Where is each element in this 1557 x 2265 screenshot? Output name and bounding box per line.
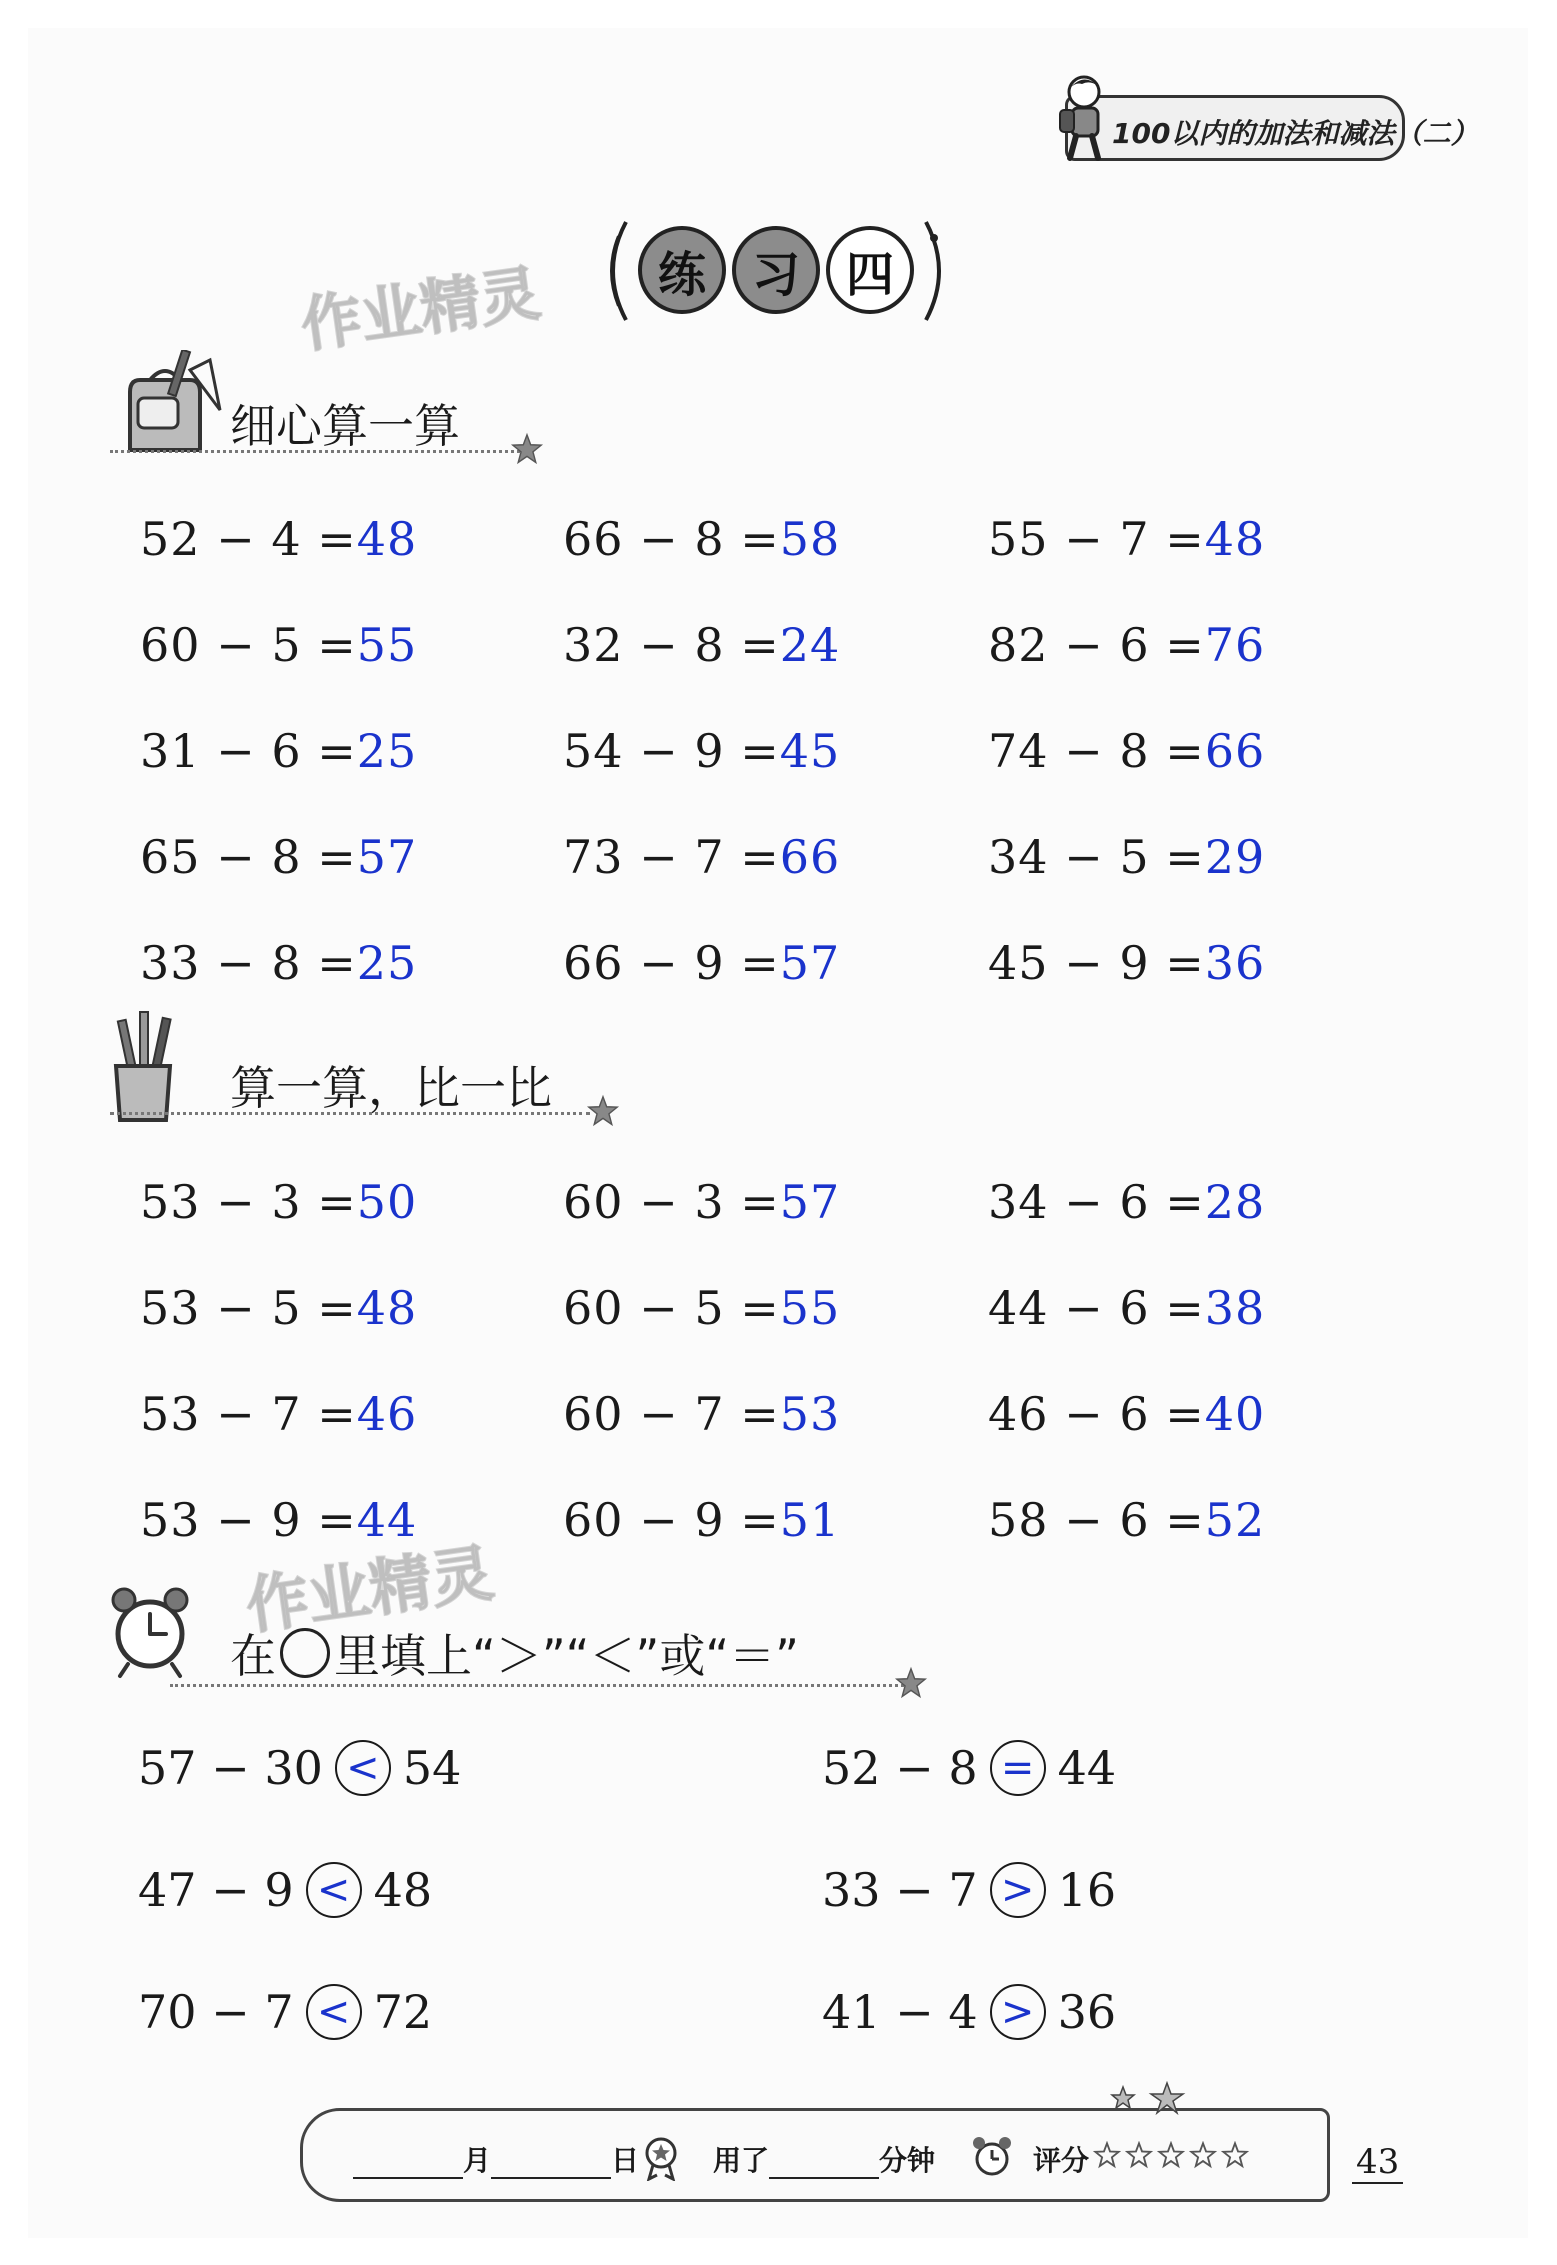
equation-answer[interactable]: 57 bbox=[779, 936, 841, 990]
comparison-item bbox=[138, 1984, 432, 2040]
day-label: 日 bbox=[611, 2144, 640, 2177]
equation-answer[interactable]: 48 bbox=[356, 512, 418, 566]
month-label: 月 bbox=[463, 2144, 492, 2177]
comparison-item bbox=[822, 1862, 1116, 1918]
watermark: 作业精灵 bbox=[241, 1536, 498, 1643]
blank-circle-icon bbox=[280, 1628, 330, 1678]
equation-item bbox=[988, 618, 1265, 672]
pencil-cup-icon bbox=[110, 1010, 190, 1125]
comparison-left: 70 − 7 bbox=[138, 1985, 294, 2039]
comparison-item bbox=[822, 1984, 1116, 2040]
equation-item bbox=[140, 618, 417, 672]
comparison-right: 44 bbox=[1057, 1741, 1117, 1795]
equation-answer[interactable]: 55 bbox=[779, 1281, 841, 1335]
equation-question: 73 − 7 = bbox=[563, 830, 780, 884]
section-label-compare-calc: 算一算，比一比 bbox=[230, 1061, 552, 1115]
date-field bbox=[353, 2139, 639, 2179]
equation-item bbox=[563, 830, 840, 884]
watermark: 作业精灵 bbox=[296, 258, 545, 362]
comparison-left: 33 − 7 bbox=[822, 1863, 978, 1917]
month-blank[interactable] bbox=[353, 2149, 463, 2179]
equation-item bbox=[140, 724, 417, 778]
section-label-calc: 细心算一算 bbox=[230, 399, 460, 453]
star-icon[interactable] bbox=[1157, 2141, 1185, 2169]
equation-question: 53 − 3 = bbox=[140, 1175, 357, 1229]
equation-item bbox=[140, 1281, 417, 1335]
equation-answer[interactable]: 25 bbox=[356, 936, 418, 990]
equation-question: 53 − 5 = bbox=[140, 1281, 357, 1335]
comparison-sign-circle[interactable]: < bbox=[306, 1984, 362, 2040]
comparison-right: 36 bbox=[1057, 1985, 1117, 2039]
page-number: 43 bbox=[1352, 2142, 1403, 2184]
equation-item bbox=[563, 512, 840, 566]
comparison-left: 57 − 30 bbox=[138, 1741, 323, 1795]
equation-question: 55 − 7 = bbox=[988, 512, 1205, 566]
equation-answer[interactable]: 50 bbox=[356, 1175, 418, 1229]
equation-item bbox=[563, 1493, 840, 1547]
section-underline bbox=[110, 1112, 590, 1115]
comparison-right: 16 bbox=[1057, 1863, 1117, 1917]
equation-answer[interactable]: 29 bbox=[1204, 830, 1266, 884]
title-char-3: 四 bbox=[826, 226, 914, 314]
equation-question: 34 − 6 = bbox=[988, 1175, 1205, 1229]
equation-question: 60 − 7 = bbox=[563, 1387, 780, 1441]
alarm-clock-icon bbox=[110, 1580, 196, 1680]
day-blank[interactable] bbox=[491, 2149, 611, 2179]
star-icon[interactable] bbox=[1093, 2141, 1121, 2169]
equation-question: 33 − 8 = bbox=[140, 936, 357, 990]
equation-item bbox=[563, 724, 840, 778]
title-char-2: 习 bbox=[732, 226, 820, 314]
equation-question: 60 − 5 = bbox=[563, 1281, 780, 1335]
title-char-1: 练 bbox=[638, 226, 726, 314]
equation-answer[interactable]: 44 bbox=[356, 1493, 418, 1547]
used-label: 用了 bbox=[713, 2144, 770, 2177]
equation-answer[interactable]: 55 bbox=[356, 618, 418, 672]
equation-item bbox=[140, 830, 417, 884]
equation-question: 74 − 8 = bbox=[988, 724, 1205, 778]
equation-answer[interactable]: 24 bbox=[779, 618, 841, 672]
equation-item bbox=[988, 1175, 1265, 1229]
equation-item bbox=[988, 724, 1265, 778]
bracket-right-icon bbox=[916, 216, 956, 326]
star-icon bbox=[1103, 2081, 1203, 2127]
star-icon[interactable] bbox=[1189, 2141, 1217, 2169]
star-icon bbox=[510, 432, 544, 466]
equation-item bbox=[988, 1387, 1265, 1441]
equation-answer[interactable]: 53 bbox=[779, 1387, 841, 1441]
equation-question: 58 − 6 = bbox=[988, 1493, 1205, 1547]
comparison-left: 52 − 8 bbox=[822, 1741, 978, 1795]
section-label-fill-sign bbox=[230, 1620, 799, 1686]
minutes-blank[interactable] bbox=[769, 2149, 879, 2179]
equation-item bbox=[988, 1493, 1265, 1547]
backpack-icon bbox=[110, 350, 230, 460]
equation-answer[interactable]: 46 bbox=[356, 1387, 418, 1441]
equation-question: 82 − 6 = bbox=[988, 618, 1205, 672]
equation-question: 60 − 9 = bbox=[563, 1493, 780, 1547]
equation-answer[interactable]: 45 bbox=[779, 724, 841, 778]
equation-item bbox=[563, 1175, 840, 1229]
equation-answer[interactable]: 66 bbox=[779, 830, 841, 884]
equation-answer[interactable]: 51 bbox=[779, 1493, 841, 1547]
equation-answer[interactable]: 48 bbox=[356, 1281, 418, 1335]
equation-question: 66 − 8 = bbox=[563, 512, 780, 566]
equation-question: 45 − 9 = bbox=[988, 936, 1205, 990]
equation-item bbox=[140, 1175, 417, 1229]
equation-answer[interactable]: 57 bbox=[779, 1175, 841, 1229]
comparison-item bbox=[138, 1862, 432, 1918]
equation-answer[interactable]: 40 bbox=[1204, 1387, 1266, 1441]
comparison-sign-circle[interactable]: = bbox=[990, 1740, 1046, 1796]
label-post: 里填上“＞”“＜”或“＝” bbox=[334, 1629, 799, 1683]
equation-item bbox=[563, 1281, 840, 1335]
section-header-fill-sign bbox=[110, 1580, 930, 1690]
equation-item bbox=[563, 936, 840, 990]
equation-answer[interactable]: 58 bbox=[779, 512, 841, 566]
equation-question: 52 − 4 = bbox=[140, 512, 357, 566]
equation-answer[interactable]: 25 bbox=[356, 724, 418, 778]
section-underline bbox=[170, 1684, 910, 1687]
equation-question: 44 − 6 = bbox=[988, 1281, 1205, 1335]
equation-question: 60 − 3 = bbox=[563, 1175, 780, 1229]
equation-item bbox=[988, 1281, 1265, 1335]
equation-answer[interactable]: 57 bbox=[356, 830, 418, 884]
equation-question: 46 − 6 = bbox=[988, 1387, 1205, 1441]
equation-item bbox=[140, 1387, 417, 1441]
comparison-left: 47 − 9 bbox=[138, 1863, 294, 1917]
comparison-right: 48 bbox=[373, 1863, 433, 1917]
equation-answer[interactable]: 48 bbox=[1204, 512, 1266, 566]
equation-question: 31 − 6 = bbox=[140, 724, 357, 778]
equation-item bbox=[563, 618, 840, 672]
comparison-sign-circle[interactable]: > bbox=[990, 1984, 1046, 2040]
equation-answer[interactable]: 36 bbox=[1204, 936, 1266, 990]
equation-answer[interactable]: 66 bbox=[1204, 724, 1266, 778]
comparison-item bbox=[138, 1740, 461, 1796]
star-icon[interactable] bbox=[1125, 2141, 1153, 2169]
equation-item bbox=[140, 936, 417, 990]
score-field bbox=[1033, 2139, 1089, 2179]
section-header-calc bbox=[110, 350, 570, 460]
lesson-title bbox=[600, 208, 950, 328]
equation-question: 34 − 5 = bbox=[988, 830, 1205, 884]
equation-item bbox=[563, 1387, 840, 1441]
equation-item bbox=[140, 512, 417, 566]
equation-question: 66 − 9 = bbox=[563, 936, 780, 990]
equation-item bbox=[988, 830, 1265, 884]
equation-item bbox=[988, 936, 1265, 990]
equation-answer[interactable]: 28 bbox=[1204, 1175, 1266, 1229]
equation-question: 53 − 9 = bbox=[140, 1493, 357, 1547]
student-icon bbox=[1054, 72, 1116, 164]
comparison-right: 72 bbox=[373, 1985, 433, 2039]
chapter-title: 100以内的加法和减法（二） bbox=[1112, 117, 1479, 150]
score-label: 评分 bbox=[1033, 2144, 1090, 2177]
label-pre: 在 bbox=[230, 1629, 276, 1683]
equation-item bbox=[140, 1493, 417, 1547]
equation-answer[interactable]: 52 bbox=[1204, 1493, 1266, 1547]
section-underline bbox=[110, 450, 520, 453]
star-icon[interactable] bbox=[1221, 2141, 1249, 2169]
chapter-tab bbox=[1065, 95, 1479, 161]
comparison-item bbox=[822, 1740, 1116, 1796]
bracket-left-icon bbox=[596, 216, 636, 326]
equation-answer[interactable]: 38 bbox=[1204, 1281, 1266, 1335]
comparison-right: 54 bbox=[402, 1741, 462, 1795]
comparison-sign-circle[interactable]: > bbox=[990, 1862, 1046, 1918]
equation-question: 65 − 8 = bbox=[140, 830, 357, 884]
time-field bbox=[713, 2139, 935, 2179]
medal-icon bbox=[641, 2135, 681, 2181]
equation-question: 32 − 8 = bbox=[563, 618, 780, 672]
alarm-clock-icon bbox=[971, 2135, 1013, 2179]
minutes-label: 分钟 bbox=[879, 2144, 936, 2177]
equation-question: 60 − 5 = bbox=[140, 618, 357, 672]
comparison-sign-circle[interactable]: < bbox=[306, 1862, 362, 1918]
comparison-left: 41 − 4 bbox=[822, 1985, 978, 2039]
star-icon bbox=[586, 1094, 620, 1128]
progress-footer bbox=[300, 2108, 1330, 2202]
section-header-compare-calc bbox=[110, 1010, 630, 1120]
comparison-sign-circle[interactable]: < bbox=[335, 1740, 391, 1796]
equation-answer[interactable]: 76 bbox=[1204, 618, 1266, 672]
star-icon bbox=[894, 1666, 928, 1700]
equation-question: 53 − 7 = bbox=[140, 1387, 357, 1441]
equation-question: 54 − 9 = bbox=[563, 724, 780, 778]
score-stars[interactable] bbox=[1093, 2141, 1249, 2169]
equation-item bbox=[988, 512, 1265, 566]
